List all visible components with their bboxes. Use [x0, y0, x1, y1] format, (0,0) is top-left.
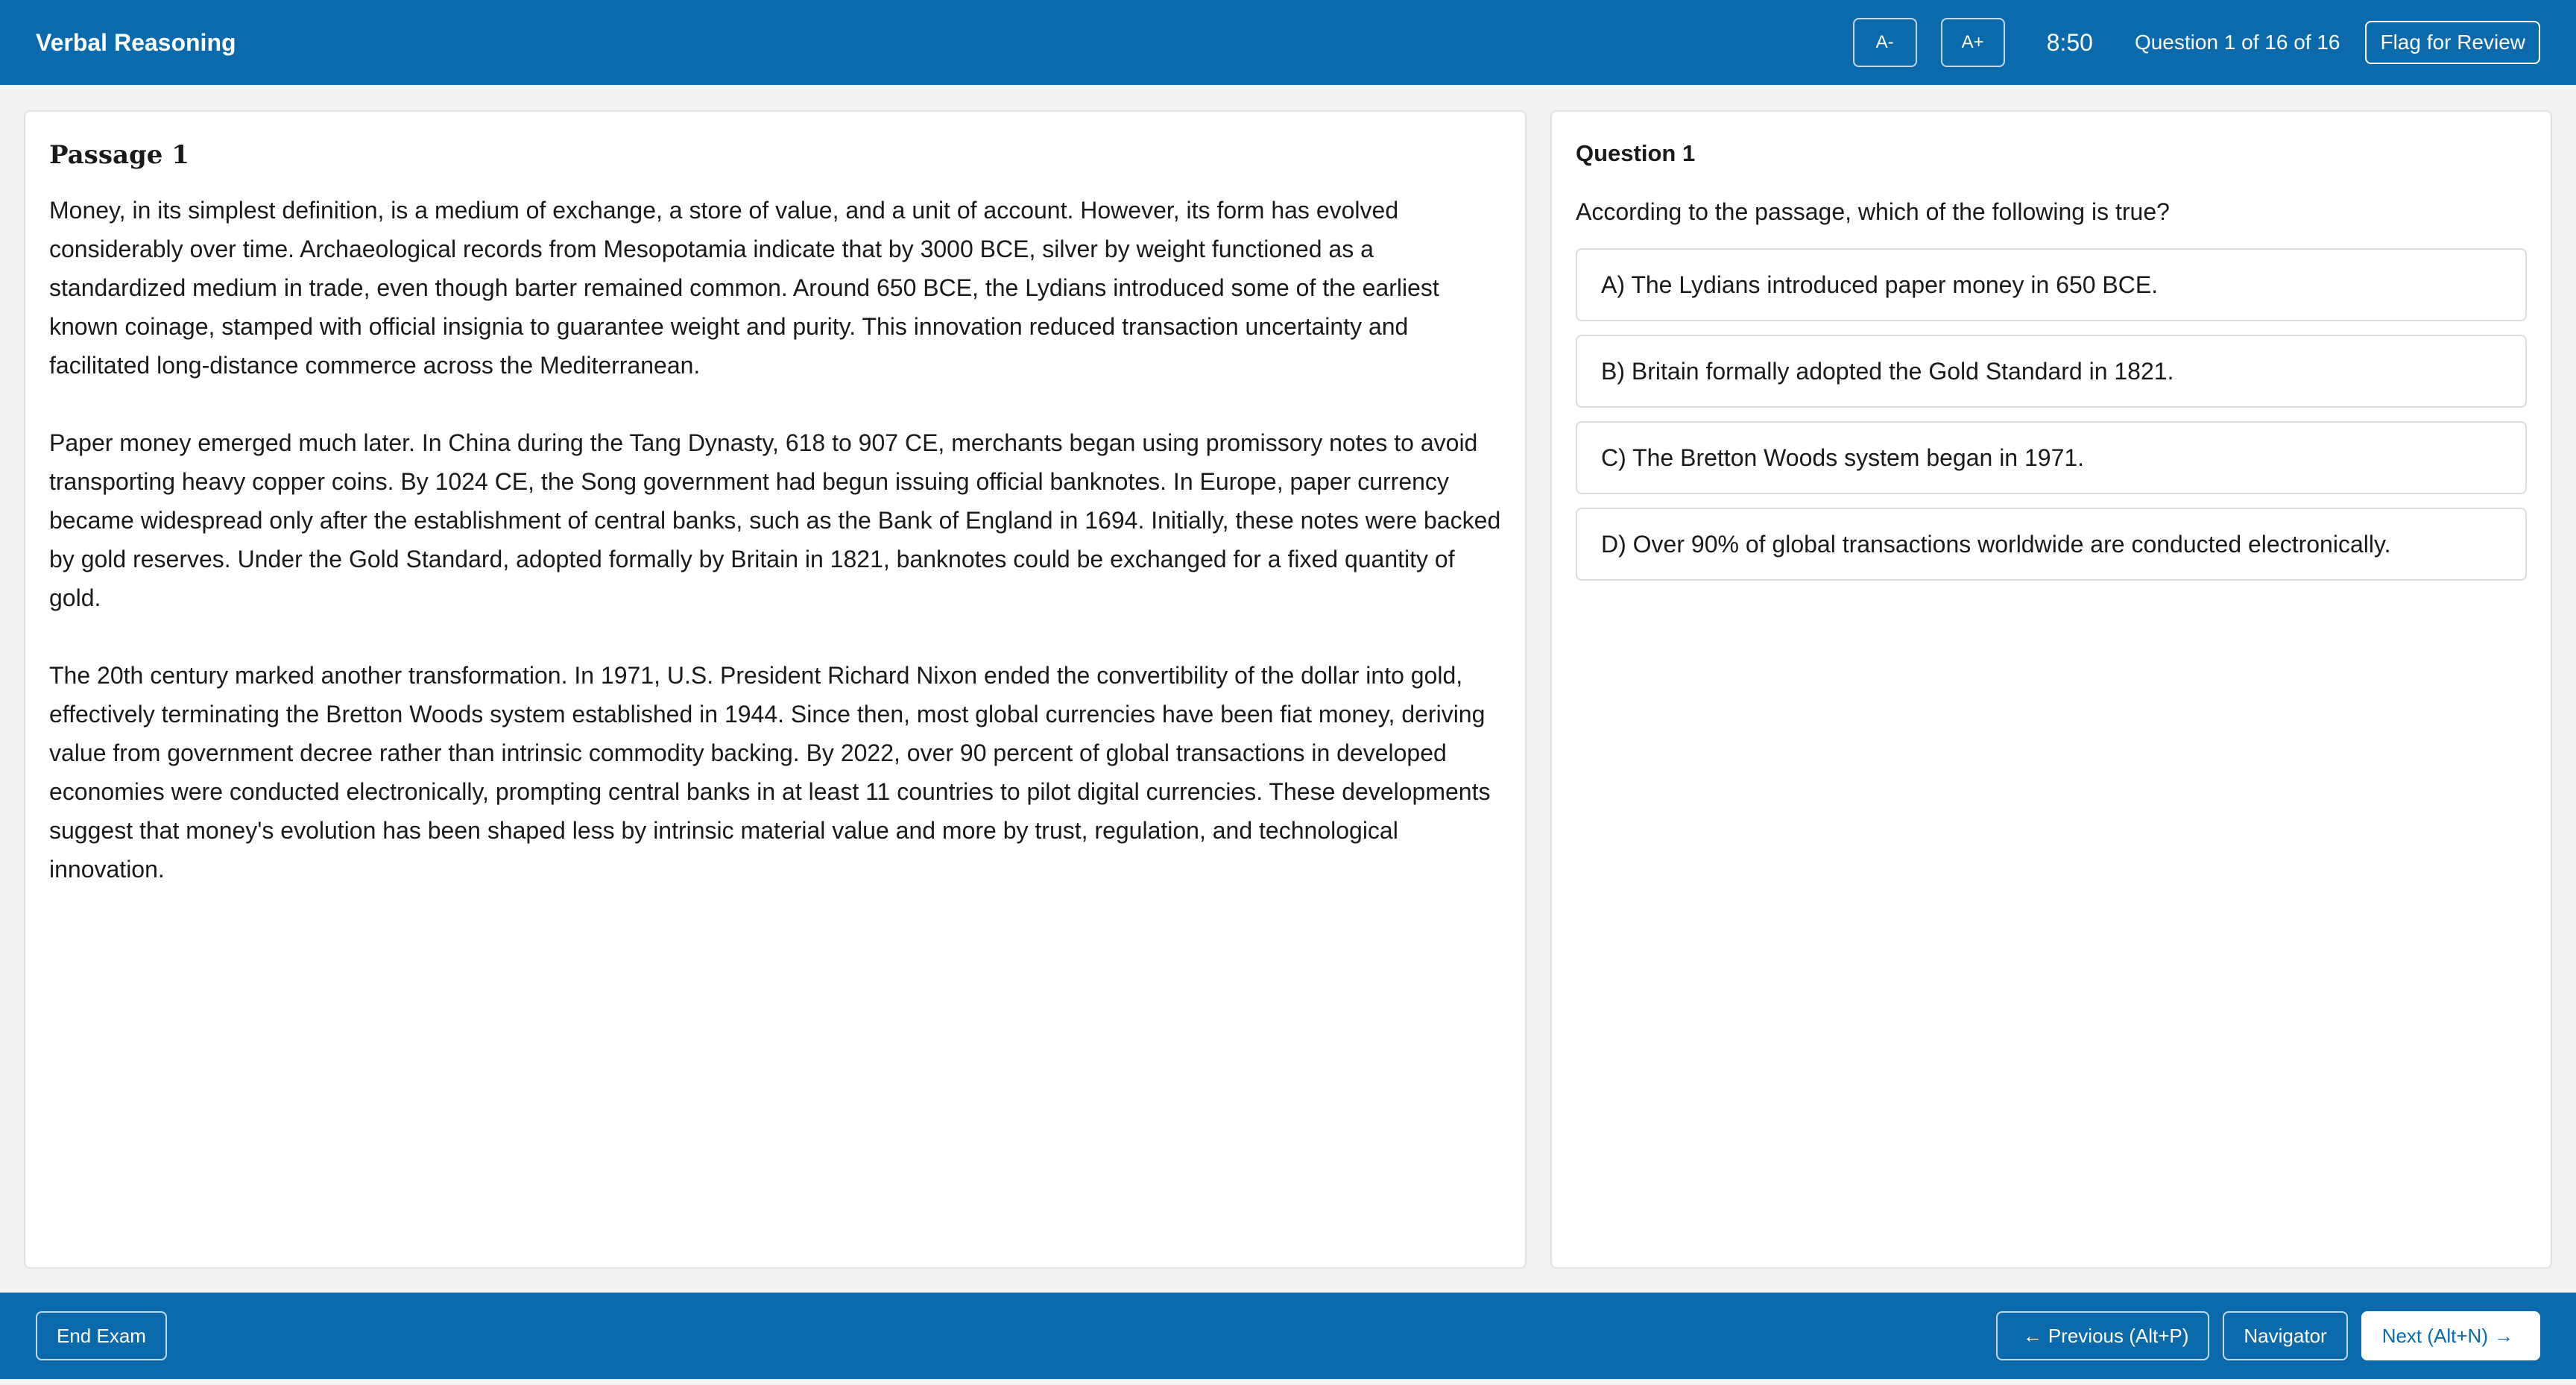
bottom-strip: [0, 1379, 2576, 1385]
answer-option-a[interactable]: A) The Lydians introduced paper money in 650 BCE.: [1576, 248, 2527, 321]
timer: 8:50: [2046, 28, 2093, 56]
navigation-controls: [1983, 1311, 2540, 1360]
answer-option-b[interactable]: B) Britain formally adopted the Gold Standard in 1821.: [1576, 335, 2527, 408]
decrease-font-button[interactable]: A-: [1853, 18, 1917, 67]
passage-title: Passage 1: [49, 140, 189, 170]
end-exam-button[interactable]: End Exam: [36, 1311, 167, 1360]
arrow-right-icon: →: [2494, 1324, 2513, 1347]
increase-font-button[interactable]: A+: [1941, 18, 2005, 67]
next-button-label: Next (Alt+N): [2381, 1324, 2488, 1347]
footer-bar: [0, 1293, 2576, 1379]
arrow-left-icon: ←: [2022, 1324, 2042, 1347]
navigator-button[interactable]: Navigator: [2223, 1311, 2347, 1360]
header-bar: [0, 0, 2576, 85]
next-button[interactable]: [2361, 1311, 2540, 1360]
previous-button[interactable]: [1996, 1311, 2210, 1360]
question-stem: According to the passage, which of the following is true?: [1576, 198, 2170, 225]
answer-option-d[interactable]: D) Over 90% of global transactions worldwide are conducted electronically.: [1576, 508, 2527, 581]
answer-option-c[interactable]: C) The Bretton Woods system began in 1971.: [1576, 421, 2527, 494]
passage-paragraph-1: Money, in its simplest definition, is a medium of exchange, a store of value, and a unit of account. However, its form has evolved considerably over time. Archaeological records from Mesopotamia indicate that by 3000 BCE, silver by weight functioned as a standardized medium in trade, even though barter remained common. Around 650 BCE, the Lydians introduced some of the earliest known coinage, stamped with official insignia to guarantee weight and purity. This innovation reduced transaction uncertainty and facilitated long-distance commerce across the Mediterranean.: [49, 197, 1439, 379]
header-controls: [1829, 18, 2540, 67]
passage-paragraph-2: Paper money emerged much later. In China during the Tang Dynasty, 618 to 907 CE, merchants began using promissory notes to avoid transporting heavy copper coins. By 1024 CE, the Song government had begun issuing official banknotes. In Europe, paper currency became widespread only after the establishment of central banks, such as the Bank of England in 1694. Initially, these notes were backed by gold reserves. Under the Gold Standard, adopted formally by Britain in 1821, banknotes could be exchanged for a fixed quantity of gold.: [49, 429, 1501, 611]
flag-for-review-button[interactable]: Flag for Review: [2365, 21, 2540, 64]
passage-panel: [24, 110, 1527, 1269]
passage-paragraph-3: The 20th century marked another transformation. In 1971, U.S. President Richard Nixon ended the convertibility of the dollar into gold, effectively terminating the Bretton Woods system established in 1944. Since then, most global currencies have been fiat money, deriving value from government decree rather than intrinsic commodity backing. By 2022, over 90 percent of global transactions in developed economies were conducted electronically, prompting central banks in at least 11 countries to pilot digital currencies. These developments suggest that money's evolution has been shaped less by intrinsic material value and more by trust, regulation, and technological innovation.: [49, 662, 1491, 883]
question-panel: [1550, 110, 2552, 1269]
question-title: Question 1: [1576, 140, 1696, 166]
previous-button-label: Previous (Alt+P): [2048, 1324, 2189, 1347]
question-counter: Question 1 of 16 of 16: [2134, 31, 2340, 54]
app-title: Verbal Reasoning: [36, 28, 236, 56]
